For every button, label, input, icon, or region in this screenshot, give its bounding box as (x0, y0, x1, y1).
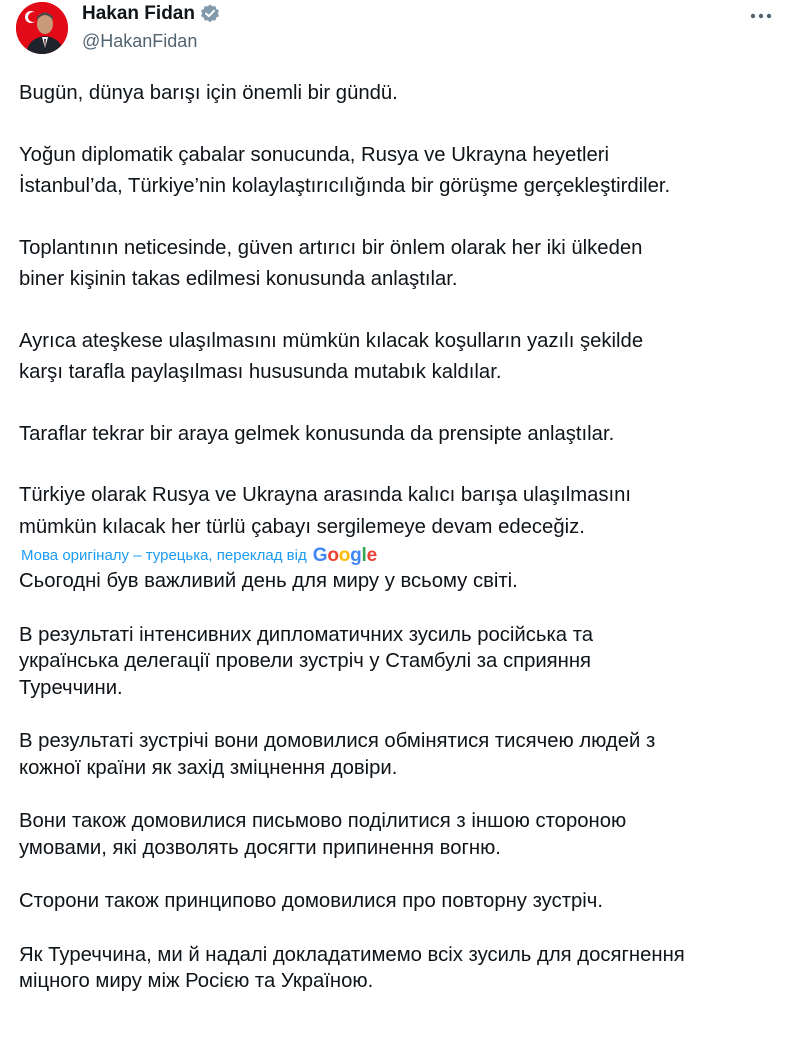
avatar-icon (16, 2, 68, 54)
translated-paragraph: В результаті зустрічі вони домовилися обмінятися тисячею людей з кожної країни як захід зміцнення довіри. (19, 730, 656, 779)
google-logo: Google (312, 545, 377, 566)
tweet-body (19, 78, 779, 995)
avatar[interactable] (16, 2, 68, 54)
translation-attribution[interactable] (21, 544, 779, 568)
tweet-paragraph: Türkiye olarak Rusya ve Ukrayna arasında kalıcı barışa ulaşılmasını mümkün kılacak her türlü çabayı sergilemeye devam edeceğiz. (19, 484, 632, 538)
translated-paragraph: Сьогодні був важливий день для миру у всьому світі. (19, 570, 518, 592)
tweet-paragraph: Ayrıca ateşkese ulaşılmasını mümkün kılacak koşulların yazılı şekilde karşı tarafla paylaşılması hususunda mutabık kaldılar. (19, 329, 644, 383)
tweet-paragraph: Bugün, dünya barışı için önemli bir gündü. (19, 82, 398, 104)
tweet-paragraph: Yoğun diplomatik çabalar sonucunda, Rusya ve Ukrayna heyetleri İstanbul’da, Türkiye’nin kolaylaştırıcılığında bir görüşme gerçekleştirdiler. (19, 143, 671, 197)
translated-text (19, 568, 779, 995)
tweet-header (16, 0, 776, 64)
translated-paragraph: Як Туреччина, ми й надалі докладатимемо всіх зусиль для досягнення міцного миру між Росією та Україною. (19, 943, 685, 992)
more-options-button[interactable] (746, 4, 776, 28)
tweet-paragraph: Toplantının neticesinde, güven artırıcı bir önlem olarak her iki ülkeden biner kişinin takas edilmesi konusunda anlaştılar. (19, 236, 643, 290)
translated-paragraph: Вони також домовилися письмово поділитися з іншою стороною умовами, які дозволять досягти припинення вогню. (19, 810, 627, 859)
translated-paragraph: Сторони також принципово домовилися про повторну зустріч. (19, 890, 603, 912)
translated-paragraph: В результаті інтенсивних дипломатичних зусиль російська та українська делегації провели зустріч у Стамбулі за сприяння Туреччини. (19, 623, 594, 699)
translation-label[interactable]: Мова оригіналу – турецька, переклад від (21, 547, 307, 564)
more-horizontal-icon (750, 13, 772, 19)
user-handle[interactable]: @HakanFidan (82, 31, 198, 51)
verified-badge-icon (199, 3, 221, 25)
original-text (19, 78, 779, 543)
display-name[interactable]: Hakan Fidan (82, 3, 195, 24)
tweet-paragraph: Taraflar tekrar bir araya gelmek konusunda da prensipte anlaştılar. (19, 422, 615, 445)
